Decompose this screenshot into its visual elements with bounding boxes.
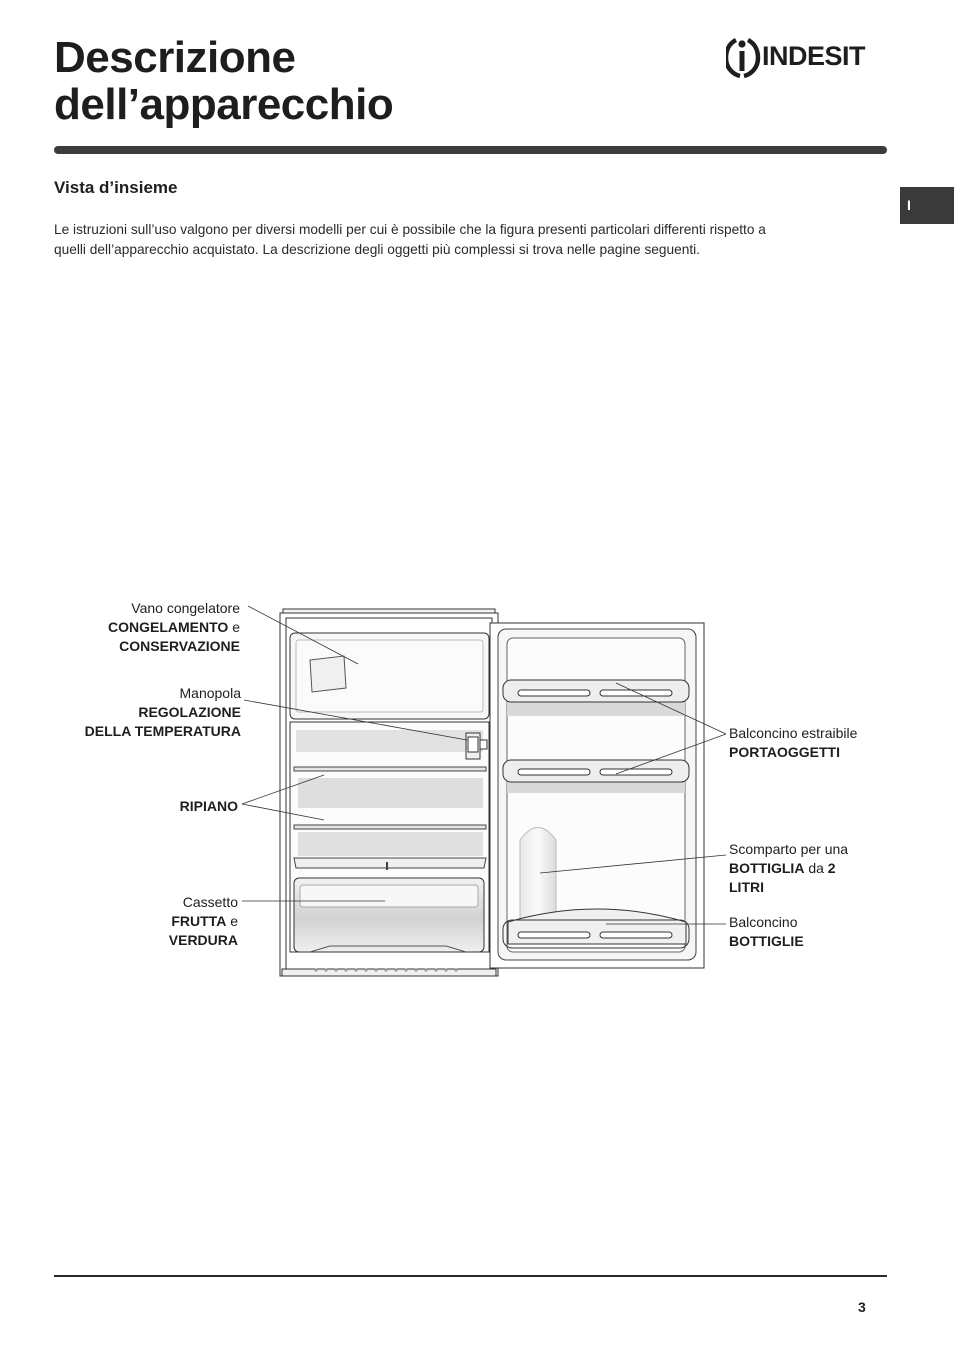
page-number: 3 — [858, 1299, 866, 1315]
label-bottle-comp-mid: da — [804, 860, 828, 876]
temperature-knob — [468, 737, 478, 752]
label-bottle-shelf — [729, 913, 804, 951]
indesit-logo — [726, 34, 888, 78]
label-knob-bold2: DELLA TEMPERATURA — [84, 723, 241, 739]
vent-grille-dots — [314, 968, 457, 971]
label-bottle-compartment — [729, 840, 848, 897]
logo-mark-icon — [726, 34, 762, 78]
label-temperature-knob — [40, 684, 241, 741]
label-drawer-line1: Cassetto — [182, 894, 238, 910]
section-title: Vista d’insieme — [54, 178, 178, 197]
label-crisper-drawer — [40, 893, 238, 950]
label-drawer-tail: e — [226, 913, 238, 929]
label-shelf — [40, 797, 238, 816]
logo-text: INDESIT — [762, 41, 866, 71]
crisper-cover — [294, 858, 486, 868]
crisper-drawer — [294, 878, 484, 952]
label-bottle-comp-bold2: 2 — [827, 860, 836, 876]
intro-paragraph — [54, 220, 854, 260]
label-bottle-shelf-bold: BOTTIGLIE — [729, 933, 804, 949]
label-freezer-tail: e — [228, 619, 240, 635]
label-door-shelf — [729, 724, 857, 762]
page-title — [54, 34, 393, 128]
label-freezer-bold2: CONSERVAZIONE — [119, 638, 240, 654]
label-bottle-comp-line1: Scomparto per una — [729, 841, 849, 857]
label-bottle-comp-bold1: BOTTIGLIA — [729, 860, 805, 876]
label-freezer-line1: Vano congelatore — [131, 600, 240, 616]
label-bottle-shelf-line1: Balconcino — [729, 914, 798, 930]
label-door-shelf-line1: Balconcino estraibile — [729, 725, 858, 741]
label-door-shelf-bold: PORTAOGGETTI — [729, 744, 840, 760]
page-title-line1: Descrizione — [54, 33, 296, 82]
label-bottle-comp-bold3: LITRI — [729, 879, 764, 895]
intro-line-2: quelli dell’apparecchio acquistato. La descrizione degli oggetti più complessi si trova nelle pagine seguenti. — [54, 242, 700, 257]
label-knob-line1: Manopola — [179, 685, 241, 701]
freezer-compartment — [290, 633, 489, 719]
footer-rule — [54, 1275, 887, 1277]
label-freezer-bold1: CONGELAMENTO — [108, 619, 229, 635]
door-shelf-top — [503, 680, 689, 702]
label-shelf-bold: RIPIANO — [179, 798, 238, 814]
shelf-2 — [294, 825, 486, 829]
bottle-compartment-shape — [520, 828, 556, 923]
label-drawer-bold1: FRUTTA — [171, 913, 227, 929]
label-drawer-bold2: VERDURA — [168, 932, 238, 948]
page-title-line2: dell’apparecchio — [54, 80, 394, 129]
shelf-1 — [294, 767, 486, 771]
label-knob-bold1: REGOLAZIONE — [138, 704, 241, 720]
intro-line-1: Le istruzioni sull’uso valgono per diversi modelli per cui è possibile che la figura presenti particolari differenti rispetto a — [54, 222, 766, 237]
label-freezer — [40, 599, 240, 656]
door-shelf-middle — [503, 760, 689, 782]
language-tab: I — [900, 187, 954, 224]
header-rule — [54, 146, 887, 154]
